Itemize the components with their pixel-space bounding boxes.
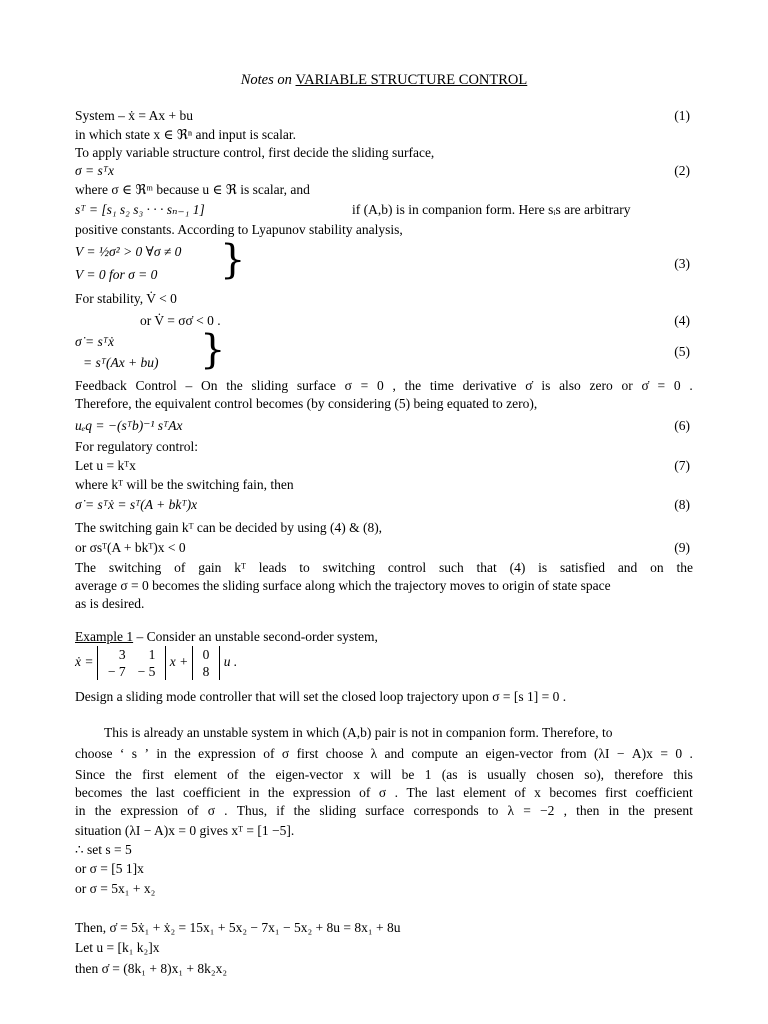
- matrix-A-12: 1: [148, 647, 156, 662]
- eq-orV: or V̇ = σσ̇ < 0 .: [140, 313, 221, 328]
- eq-V1: V = ½σ² > 0 ∀σ ≠ 0: [75, 244, 182, 259]
- eq-sigmadot3: σ̇ = sᵀẋ = sᵀ(A + bkᵀ)x: [75, 497, 198, 512]
- text-switching-1: The switching of gain kᵀ leads to switching control such that (4) is satisfied and on the: [75, 560, 693, 575]
- matrix-A-11: 3: [118, 647, 126, 662]
- matrix-x-plus: x +: [169, 654, 189, 670]
- eq-sigmadot1: σ̇ = sᵀẋ: [75, 334, 114, 349]
- eq-or-sigma-1: or σ = [5 1]x: [75, 861, 144, 876]
- text-companion: if (A,b) is in companion form. Here sᵢs are arbitrary: [352, 202, 631, 217]
- eq-or-sigma-2: or σ = 5x₁ + x₂: [75, 881, 156, 896]
- example-label: Example 1: [75, 629, 134, 644]
- title-main: VARIABLE STRUCTURE CONTROL: [295, 72, 528, 88]
- eq-matrix-system: [75, 646, 237, 680]
- example-desc: – Consider an unstable second-order system,: [133, 629, 378, 644]
- text-design: Design a sliding mode controller that will set the closed loop trajectory upon σ = [s 1] = 0 .: [75, 689, 567, 704]
- text-stability: For stability, V̇ < 0: [75, 291, 177, 306]
- text-regulatory: For regulatory control:: [75, 439, 198, 454]
- matrix-b-1: 0: [202, 647, 210, 662]
- matrix-A-21: − 7: [107, 664, 126, 679]
- matrix-A: [97, 646, 167, 680]
- text-gain: The switching gain kᵀ can be decided by using (4) & (8),: [75, 520, 383, 535]
- eq-sigmadot2: = sᵀ(Ax + bu): [83, 355, 159, 370]
- example-heading: [75, 628, 378, 645]
- para-3: Since the first element of the eigen-vector x will be 1 (as is usually chosen so), therefore this: [75, 767, 693, 782]
- eq-sT: sᵀ = [s₁ s₂ s₃ · · · sₙ₋₁ 1]: [75, 202, 205, 217]
- matrix-lhs: ẋ =: [75, 654, 94, 670]
- matrix-A-22: − 5: [137, 664, 156, 679]
- text-feedback-1: Feedback Control – On the sliding surface σ = 0 , the time derivative σ̇ is also zero or σ̇ = 0 .: [75, 378, 693, 393]
- para-5: in the expression of σ . Thus, if the sliding surface corresponds to λ = −2 , then in the present: [75, 803, 693, 818]
- matrix-b-2: 8: [202, 664, 210, 679]
- eq-set-s: ∴ set s = 5: [75, 842, 132, 857]
- para-1: This is already an unstable system in which (A,b) pair is not in companion form. Therefore, to: [104, 725, 613, 740]
- text-where-k: where kᵀ will be the switching fain, then: [75, 477, 294, 492]
- page-title: [0, 72, 768, 89]
- brace-5: }: [200, 327, 226, 373]
- matrix-u: u .: [223, 654, 238, 670]
- eq-number-8: (8): [674, 497, 690, 512]
- para-6: situation (λI − A)x = 0 gives xᵀ = [1 −5].: [75, 823, 295, 838]
- eq-number-7: (7): [674, 458, 690, 473]
- eq-V2: V = 0 for σ = 0: [75, 267, 158, 282]
- text-state: in which state x ∈ ℜⁿ and input is scalar.: [75, 127, 296, 142]
- eq-orS: or σsᵀ(A + bkᵀ)x < 0: [75, 540, 186, 555]
- title-prefix: Notes on: [240, 72, 292, 88]
- matrix-b: [192, 646, 221, 680]
- eq-sigma: σ = sᵀx: [75, 163, 114, 178]
- eq-number-1: (1): [674, 108, 690, 123]
- eq-number-2: (2): [674, 163, 690, 178]
- eq-number-5: (5): [674, 344, 690, 359]
- eq-let: Let u = kᵀx: [75, 458, 136, 473]
- eq-ueq: uₑq = −(sᵀb)⁻¹ sᵀAx: [75, 418, 183, 433]
- text-switching-2: average σ = 0 becomes the sliding surface along which the trajectory moves to origin of state space: [75, 578, 611, 593]
- eq-number-4: (4): [674, 313, 690, 328]
- eq-then-1: Then, σ̇ = 5ẋ₁ + ẋ₂ = 15x₁ + 5x₂ − 7x₁ − 5x₂ + 8u = 8x₁ + 8u: [75, 920, 401, 935]
- eq-then-2: then σ̇ = (8k₁ + 8)x₁ + 8k₂x₂: [75, 961, 228, 976]
- text-feedback-2: Therefore, the equivalent control becomes (by considering (5) being equated to zero),: [75, 396, 538, 411]
- text-apply: To apply variable structure control, first decide the sliding surface,: [75, 145, 435, 160]
- brace-3: }: [220, 237, 246, 283]
- text-positive: positive constants. According to Lyapunov stability analysis,: [75, 222, 403, 237]
- para-2: choose ‘ s ’ in the expression of σ first choose λ and compute an eigen-vector from (λI − A)x = 0 .: [75, 746, 693, 761]
- text-where: where σ ∈ ℜᵐ because u ∈ ℜ is scalar, and: [75, 182, 310, 197]
- eq-let-u: Let u = [k₁ k₂]x: [75, 940, 160, 955]
- eq-number-9: (9): [674, 540, 690, 555]
- text-switching-3: as is desired.: [75, 596, 145, 611]
- para-4: becomes the last coefficient in the expression of σ . The last element of x becomes first coefficient: [75, 785, 693, 800]
- eq-number-6: (6): [674, 418, 690, 433]
- eq-number-3: (3): [674, 256, 690, 271]
- text-system: System – ẋ = Ax + bu: [75, 108, 193, 123]
